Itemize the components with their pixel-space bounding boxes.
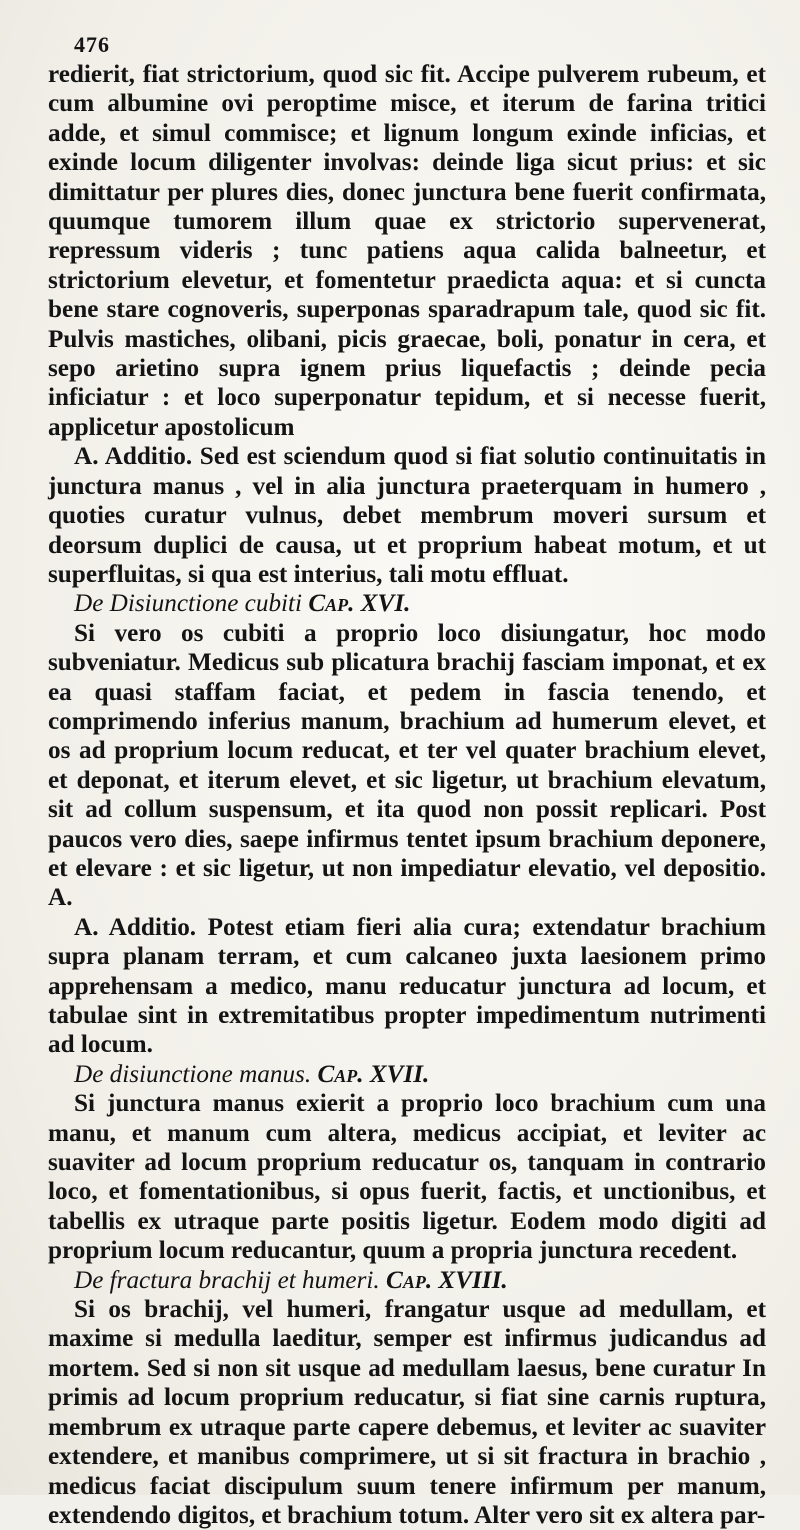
paragraph-additio-2: A. Additio. Potest etiam fieri alia cura; extendatur brachium supra planam terram, et cum calcaneo juxta laesionem primo apprehensam a medico, manu reducatur junctura ad locum, et tabulae sint in extremitatibus propter impedimentum nutrimenti ad locum. [48,913,766,1059]
chapter-heading-xvi [48,589,766,618]
chapter-number: Cap. XVIII. [386,1266,508,1294]
paragraph-additio: A. Additio. Sed est sciendum quod si fiat solutio continuitatis in junctura manus , vel in alia junctura praeterquam in humero , quoties curatur vulnus, debet membrum moveri sursum et deorsum duplici de causa, ut et proprium habeat motum, et ut superfluitas, si qua est interius, tali motu effluat. [48,443,766,588]
chapter-heading-xvii [48,1060,766,1089]
paragraph-manus: Si junctura manus exierit a proprio loco brachium cum una manu, et manum cum altera, medicus accipiat, et leviter ac suaviter ad locum proprium reducatur os, tanquam in contrario loco, et fomentationibus, si opus fuerit, factis, et unctionibus, et tabellis ex utraque parte positis ligetur. Eodem modo digiti ad proprium locum reducantur, quum a propria junctura recedent. [48,1090,766,1265]
chapter-title: De fractura brachij et humeri. [74,1266,380,1294]
paragraph-fractura: Si os brachij, vel humeri, frangatur usque ad medullam, et maxime si medulla laeditur, semper est infirmus judicandus ad mortem. Sed si non sit usque ad medullam laesus, bene curatur In primis ad locum proprium reducatur, si fiat sine carnis ruptura, membrum ex utraque parte capere debemus, et leviter ac suaviter extendere, et manibus comprimere, ut si sit fractura in brachio , medicus faciat discipulum suum tenere infirmum per manum, extendendo digitos, et brachium totum. Alter vero sit ex altera par- [48,1296,766,1529]
page-number: 476 [74,32,110,57]
chapter-number: Cap. XVII. [317,1060,430,1088]
main-text [48,60,766,1530]
chapter-title: De Disiunctione cubiti [74,590,303,618]
paragraph-continuation: redierit, fiat strictorium, quod sic fit. Accipe pulverem rubeum, et cum albumine ovi peroptime misce, et iterum de farina tritici adde, et simul commisce; et lignum longum exinde inficias, et exinde locum diligenter involvas: deinde liga sicut prius: et sic dimittatur per plures dies, donec junctura bene fuerit confirmata, quumque tumorem illum quae ex strictorio supervenerat, repressum videris ; tunc patiens aqua calida balneetur, et strictorium elevetur, et fomentetur praedicta aqua: et si cuncta bene stare cognoveris, superponas sparadrapum tale, quod sic fit. Pulvis mastiches, olibani, picis graecae, boli, ponatur in cera, et sepo arietino supra ignem prius liquefactis ; deinde pecia inficiatur : et loco superponatur tepidum, et si necesse fuerit, applicetur apostolicum [48,61,766,441]
chapter-heading-xviii [48,1266,766,1295]
chapter-number: Cap. XVI. [308,590,411,618]
paragraph-cubitus: Si vero os cubiti a proprio loco disiungatur, hoc modo subveniatur. Medicus sub plicatura brachij fasciam imponat, et ex ea quasi staffam faciat, et pedem in fascia tenendo, et comprimendo inferius manum, brachium ad humerum elevet, et os ad proprium locum reducat, et ter vel quater brachium elevet, et deponat, et iterum elevet, et sic ligetur, ut brachium elevatum, sit ad collum suspensum, et ita quod non possit replicari. Post paucos vero dies, saepe infirmus tentet ipsum brachium deponere, et elevare : et sic ligetur, ut non impediatur elevatio, vel depositio. A. [48,619,766,912]
chapter-title: De disiunctione manus. [74,1060,312,1088]
